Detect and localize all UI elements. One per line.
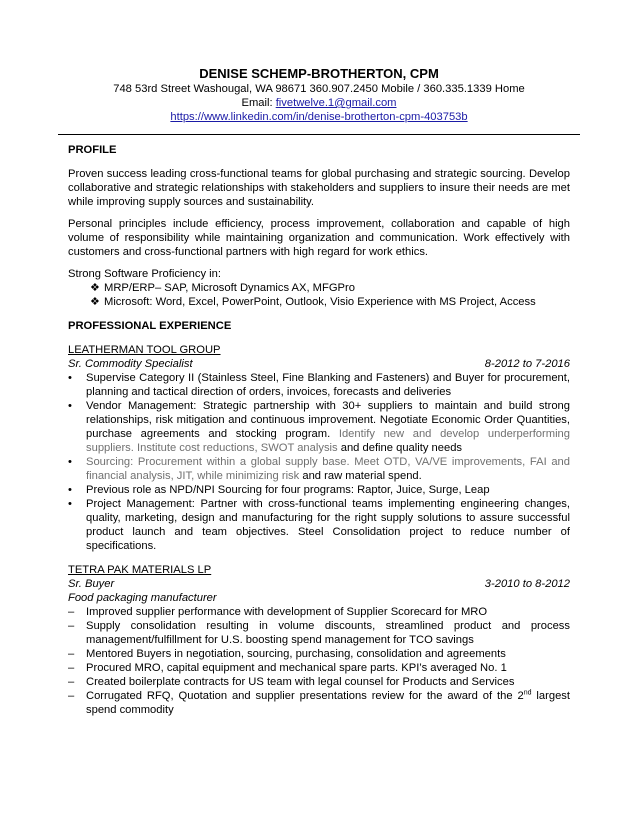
list-item: • Vendor Management: Strategic partnership with 30+ suppliers to maintain and build strong relationships, risk mitigation and continuous improvement. Negotiate Economic Order Quantities, purchase agreements and stocking program. Identify new and develop underperforming suppliers. Institute cost reductions, SWOT analysis and define quality needs (68, 400, 570, 454)
profile-heading: PROFILE (68, 144, 117, 156)
dash-bullet-icon: – (68, 662, 75, 674)
job2-duties (68, 605, 570, 717)
list-item: • Supervise Category II (Stainless Steel, Fine Blanking and Fasteners) and Buyer for procurement, planning and tactical direction of orders, invoices, forecasts and deliveries (68, 372, 570, 398)
list-item: – Mentored Buyers in negotiation, sourcing, purchasing, consolidation and agreements (68, 648, 506, 660)
job-title-row (68, 357, 570, 371)
list-item: – Improved supplier performance with development of Supplier Scorecard for MRO (68, 606, 488, 618)
job1-duties (68, 371, 570, 553)
job-dates: 8-2012 to 7-2016 (484, 358, 570, 370)
dash-bullet-icon: – (68, 690, 75, 702)
dash-bullet-icon: – (68, 648, 75, 660)
address-line: 748 53rd Street Washougal, WA 98671 360.907.2450 Mobile / 360.335.1339 Home (113, 83, 525, 95)
email-label: Email: (241, 97, 276, 109)
company-description: Food packaging manufacturer (68, 592, 217, 604)
dash-bullet-icon: – (68, 620, 75, 632)
software-list (68, 281, 570, 309)
diamond-bullet-icon: ❖ (90, 296, 101, 308)
list-item: • Sourcing: Procurement within a global supply base. Meet OTD, VA/VE improvements, FAI and financial analysis, JIT, while minimizing risk and raw material spend. (68, 456, 570, 482)
software-intro: Strong Software Proficiency in: (68, 268, 221, 280)
list-item: – Created boilerplate contracts for US team with legal counsel for Products and Services (68, 676, 515, 688)
candidate-name: DENISE SCHEMP-BROTHERTON, CPM (199, 66, 439, 81)
profile-paragraph-2: Personal principles include efficiency, process improvement, collaboration and capable of high volume of responsibility while maintaining organization and communication. Work effectively with customers and cross-functional partners with high regard for work ethics. (68, 218, 570, 258)
job-dates: 3-2010 to 8-2012 (484, 578, 570, 590)
header-divider (58, 134, 580, 135)
company-leatherman: LEATHERMAN TOOL GROUP (68, 344, 221, 356)
software-item: ❖ Microsoft: Word, Excel, PowerPoint, Outlook, Visio Experience with MS Project, Access (90, 296, 536, 308)
company-tetra-pak: TETRA PAK MATERIALS LP (68, 564, 212, 576)
list-item: – Corrugated RFQ, Quotation and supplier presentations review for the award of the 2nd largest spend commodity (68, 689, 571, 716)
linkedin-link[interactable]: https://www.linkedin.com/in/denise-brotherton-cpm-403753b (170, 111, 468, 123)
bullet-icon: • (68, 498, 72, 510)
dash-bullet-icon: – (68, 676, 75, 688)
software-item: ❖ MRP/ERP– SAP, Microsoft Dynamics AX, MFGPro (90, 282, 355, 294)
email-line (68, 96, 570, 110)
email-link[interactable]: fivetwelve.1@gmail.com (275, 97, 397, 109)
experience-heading: PROFESSIONAL EXPERIENCE (68, 320, 232, 332)
list-item: • Previous role as NPD/NPI Sourcing for four programs: Raptor, Juice, Surge, Leap (68, 484, 490, 496)
list-item: – Supply consolidation resulting in volume discounts, streamlined product and process management/fulfillment for U.S. boosting spend management for TCO savings (68, 620, 570, 646)
bullet-icon: • (68, 484, 72, 496)
bullet-icon: • (68, 372, 72, 384)
bullet-icon: • (68, 456, 72, 468)
list-item: • Project Management: Partner with cross-functional teams implementing engineering changes, quality, marketing, design and manufacturing for the right supply solutions to assure successful product launch and team objectives. Steel Consolidation project to reduce number of specifications. (68, 498, 570, 552)
resume-header (68, 66, 570, 124)
dash-bullet-icon: – (68, 606, 75, 618)
job-title: Sr. Commodity Specialist (68, 358, 193, 370)
profile-paragraph-1: Proven success leading cross-functional teams for global purchasing and strategic sourcing. Develop collaborative and strategic relationships with stakeholders and suppliers to insure their needs are met while improving supply sources and sustainability. (68, 168, 570, 208)
diamond-bullet-icon: ❖ (90, 282, 101, 294)
job-title-row (68, 577, 570, 591)
bullet-icon: • (68, 400, 72, 412)
job-title: Sr. Buyer (68, 578, 115, 590)
list-item: – Procured MRO, capital equipment and mechanical spare parts. KPI’s averaged No. 1 (68, 662, 507, 674)
